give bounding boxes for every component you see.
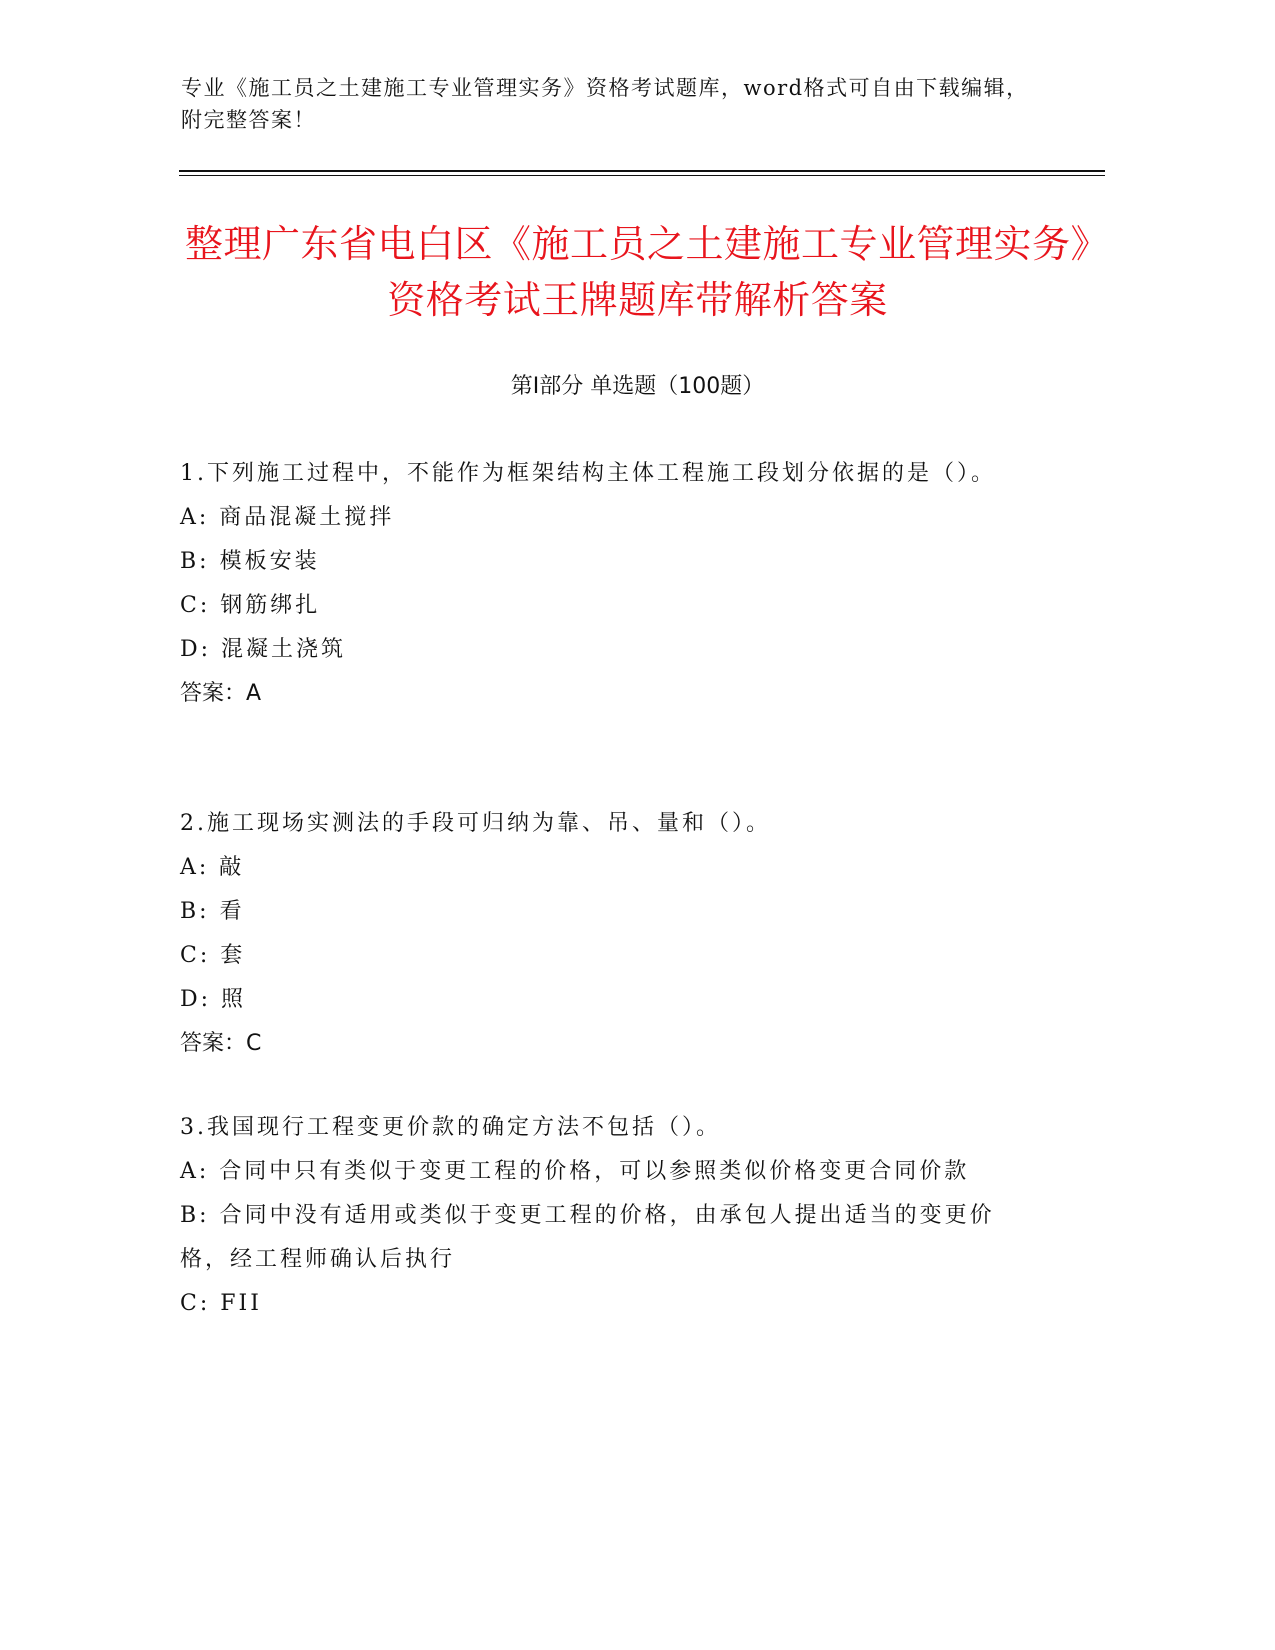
header-divider-thick xyxy=(179,170,1105,172)
answer: 答案：A xyxy=(180,681,262,706)
question-stem: 3.我国现行工程变更价款的确定方法不包括（）。 xyxy=(180,1115,721,1140)
option-c: C: 套 xyxy=(180,943,246,968)
option-a: A: 合同中只有类似于变更工程的价格，可以参照类似价格变更合同价款 xyxy=(180,1159,970,1184)
option-b: B: 合同中没有适用或类似于变更工程的价格，由承包人提出适当的变更价格，经工程师确认后执行 xyxy=(180,1203,995,1272)
header-note: 专业《施工员之土建施工专业管理实务》资格考试题库，word格式可自由下载编辑，附完整答案！ xyxy=(181,76,1029,132)
question-1 xyxy=(180,452,1040,716)
question-stem: 1.下列施工过程中，不能作为框架结构主体工程施工段划分依据的是（）。 xyxy=(180,461,996,486)
option-c: C: FII xyxy=(180,1291,262,1316)
document-title: 整理广东省电白区《施工员之土建施工专业管理实务》资格考试王牌题库带解析答案 xyxy=(184,222,1090,322)
option-a: A: 商品混凝土搅拌 xyxy=(180,505,395,530)
question-3 xyxy=(180,1106,1040,1326)
option-a: A: 敲 xyxy=(180,855,245,880)
option-b: B: 看 xyxy=(180,899,245,924)
option-b: B: 模板安装 xyxy=(180,549,320,574)
option-d: D: 混凝土浇筑 xyxy=(180,637,347,662)
answer: 答案：C xyxy=(180,1031,262,1056)
header-divider-thin xyxy=(179,175,1105,176)
question-2 xyxy=(180,802,1040,1066)
option-d: D: 照 xyxy=(180,987,247,1012)
section-title: 第Ⅰ部分 单选题（100题） xyxy=(510,374,765,399)
option-c: C: 钢筋绑扎 xyxy=(180,593,321,618)
question-stem: 2.施工现场实测法的手段可归纳为靠、吊、量和（）。 xyxy=(180,811,771,836)
